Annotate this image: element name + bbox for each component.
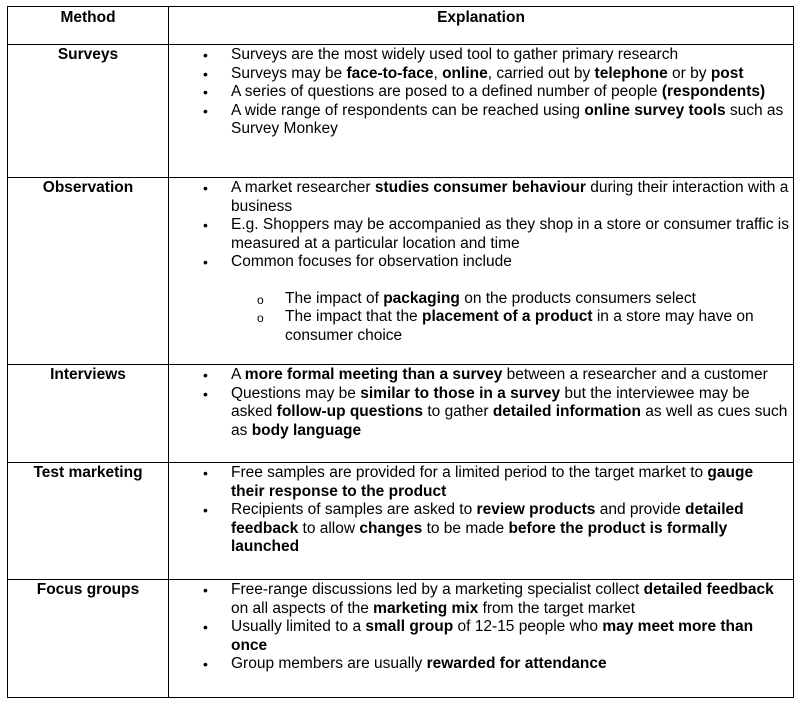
bold-text: telephone: [594, 64, 668, 82]
bold-text: marketing mix: [373, 599, 479, 617]
text: of 12-15 people who: [453, 618, 603, 635]
text: Recipients of samples are asked to: [231, 501, 477, 518]
header-method: Method: [8, 7, 169, 45]
text: Group members are usually: [231, 655, 427, 672]
method-name: Surveys: [8, 45, 169, 178]
text: A: [231, 366, 245, 383]
bullet-item: [169, 385, 789, 441]
text: on the products consumers select: [459, 289, 696, 307]
text: The impact of: [285, 289, 384, 307]
bullet-item: [169, 65, 789, 84]
text: but the interviewee may be asked: [231, 384, 750, 420]
text: Questions may be: [231, 384, 361, 402]
bullet-item: [169, 618, 789, 655]
text: to allow: [298, 519, 360, 537]
bold-text: online: [442, 64, 488, 82]
bullet-item: [169, 581, 789, 618]
bullet-item: [169, 83, 789, 102]
table-row: [8, 463, 794, 580]
bold-text: (respondents): [661, 83, 766, 100]
explanation-cell: [169, 463, 794, 580]
text: A wide range of respondents can be reached using: [231, 101, 585, 119]
table-row: [8, 580, 794, 698]
header-explanation: Explanation: [169, 7, 794, 45]
bold-text: review products: [476, 501, 596, 518]
text: The impact that the: [285, 308, 422, 325]
bold-text: detailed feedback: [643, 581, 774, 598]
text: E.g. Shoppers may be accompanied as they shop in a store or consumer traffic is measured at a particular location and time: [231, 216, 789, 252]
bold-text: before the product is formally launched: [231, 519, 728, 555]
text: or by: [667, 64, 711, 82]
bullet-item: [169, 501, 789, 557]
text: and provide: [595, 501, 686, 518]
text: from the target market: [478, 599, 636, 617]
text: Free-range discussions led by a marketing specialist collect: [231, 581, 644, 598]
method-name: Observation: [8, 178, 169, 365]
bold-text: similar to those in a survey: [360, 384, 561, 402]
bullet-item: [169, 102, 789, 139]
bullet-item: [169, 46, 789, 65]
table-row: [8, 178, 794, 365]
text: Free samples are provided for a limited period to the target market to: [231, 464, 708, 481]
text: as well as cues such as: [231, 403, 788, 439]
explanation-cell: [169, 580, 794, 698]
bullet-item: [169, 216, 789, 253]
bold-text: detailed information: [492, 403, 641, 420]
bullet-item: [169, 464, 789, 501]
bullet-list: [169, 179, 789, 272]
text: Usually limited to a: [231, 618, 366, 635]
explanation-cell: [169, 45, 794, 178]
bold-text: gauge their response to the product: [231, 464, 754, 500]
sub-bullet-item: [169, 290, 789, 309]
bullet-list: [169, 46, 789, 139]
bullet-list: [169, 464, 789, 557]
bold-text: may meet more than once: [231, 618, 754, 654]
method-name: Focus groups: [8, 580, 169, 698]
text: Common focuses for observation include: [231, 253, 512, 270]
text: Surveys are the most widely used tool to gather primary research: [231, 46, 679, 63]
bold-text: post: [710, 64, 744, 82]
sub-bullet-list: [169, 290, 789, 346]
explanation-cell: [169, 178, 794, 365]
header-row: [8, 7, 794, 45]
text: in a store may have on consumer choice: [285, 308, 754, 344]
method-name: Test marketing: [8, 463, 169, 580]
bullet-list: [169, 581, 789, 674]
bullet-item: [169, 179, 789, 216]
market-research-methods-table: [7, 6, 794, 698]
bold-text: face-to-face: [346, 64, 434, 82]
method-name: Interviews: [8, 365, 169, 463]
text: such as Survey Monkey: [231, 101, 784, 137]
bullet-item: [169, 366, 789, 385]
explanation-cell: [169, 365, 794, 463]
bold-text: detailed feedback: [231, 501, 744, 537]
sub-bullet-item: [169, 308, 789, 345]
text: to gather: [423, 403, 493, 420]
bold-text: online survey tools: [584, 101, 726, 119]
text: Surveys may be: [231, 64, 347, 82]
text: during their interaction with a business: [231, 179, 789, 215]
bullet-list: [169, 366, 789, 440]
bold-text: studies consumer behaviour: [374, 179, 586, 196]
bold-text: packaging: [383, 289, 460, 307]
bold-text: body language: [251, 421, 362, 439]
text: between a researcher and a customer: [502, 366, 768, 383]
bold-text: rewarded for attendance: [426, 655, 607, 672]
bullet-item: [169, 253, 789, 272]
text: A series of questions are posed to a defined number of people: [231, 83, 662, 100]
bold-text: small group: [365, 618, 454, 635]
bold-text: follow-up questions: [276, 403, 424, 420]
text: A market researcher: [231, 179, 375, 196]
text: , carried out by: [487, 64, 595, 82]
bold-text: placement of a product: [422, 308, 593, 325]
text: on all aspects of the: [231, 599, 374, 617]
table-row: [8, 365, 794, 463]
bullet-item: [169, 655, 789, 674]
text: ,: [433, 64, 443, 82]
bold-text: more formal meeting than a survey: [244, 366, 503, 383]
bold-text: changes: [359, 519, 423, 537]
table-row: [8, 45, 794, 178]
text: to be made: [422, 519, 509, 537]
